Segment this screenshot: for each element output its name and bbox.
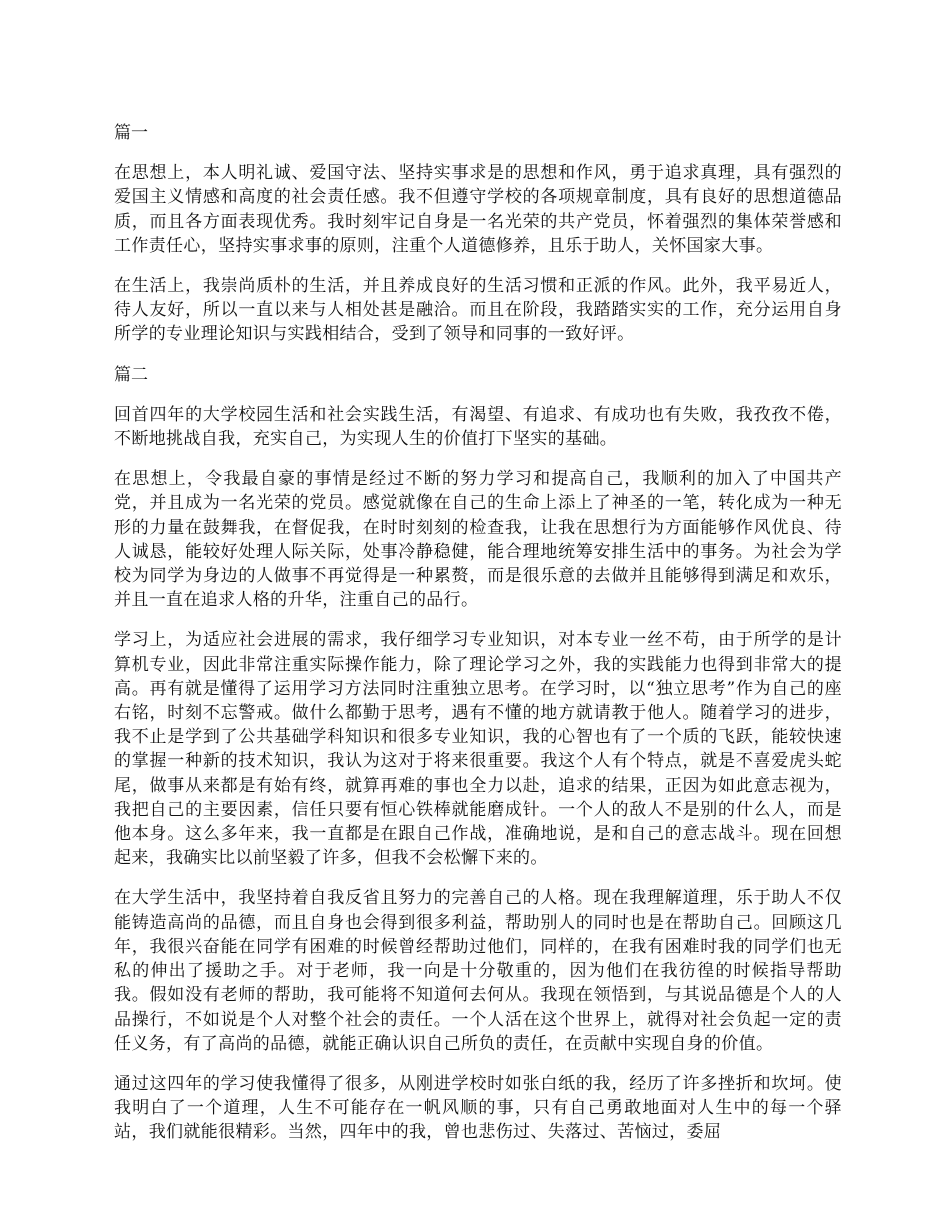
section-heading-2: 篇二 bbox=[114, 364, 148, 385]
paragraph: 在生活上，我崇尚质朴的生活，并且养成良好的生活习惯和正派的作风。此外，我平易近人，待人友好，所以一直以来与人相处甚是融洽。而且在阶段，我踏踏实实的工作，充分运用自身所学的专业理论知识与实践相结合，受到了领导和同事的一致好评。 bbox=[114, 276, 842, 345]
paragraph: 学习上，为适应社会进展的需求，我仔细学习专业知识，对本专业一丝不苟，由于所学的是计算机专业，因此非常注重实际操作能力，除了理论学习之外，我的实践能力也得到非常大的提高。再有就是懂得了运用学习方法同时注重独立思考。在学习时，以“独立思考”作为自己的座右铭，时刻不忘警戒。做什么都勤于思考，遇有不懂的地方就请教于他人。随着学习的进步，我不止是学到了公共基础学科知识和很多专业知识，我的心智也有了一个质的飞跃，能较快速的掌握一种新的技术知识，我认为这对于将来很重要。我这个人有个特点，就是不喜爱虎头蛇尾，做事从来都是有始有终，就算再难的事也全力以赴，追求的结果，正因为如此意志视为，我把自己的主要因素，信任只要有恒心铁棒就能磨成针。一个人的敌人不是别的什么人，而是他本身。这么多年来，我一直都是在跟自己作战，准确地说，是和自己的意志战斗。现在回想起来，我确实比以前坚毅了许多，但我不会松懈下来的。 bbox=[114, 630, 842, 869]
paragraph: 在大学生活中，我坚持着自我反省且努力的完善自己的人格。现在我理解道理，乐于助人不仅能铸造高尚的品德，而且自身也会得到很多利益，帮助别人的同时也是在帮助自己。回顾这几年，我很兴奋能在同学有困难的时候曾经帮助过他们，同样的，在我有困难时我的同学们也无私的伸出了援助之手。对于老师，我一向是十分敬重的，因为他们在我彷徨的时候指导帮助我。假如没有老师的帮助，我可能将不知道何去何从。我现在领悟到，与其说品德是个人的人品操行，不如说是个人对整个社会的责任。一个人活在这个世界上，就得对社会负起一定的责任义务，有了高尚的品德，就能正确认识自己所负的责任，在贡献中实现自身的价值。 bbox=[114, 888, 842, 1054]
paragraph: 回首四年的大学校园生活和社会实践生活，有渴望、有追求、有成功也有失败，我孜孜不倦，不断地挑战自我，充实自己，为实现人生的价值打下坚实的基础。 bbox=[114, 404, 842, 450]
paragraph: 在思想上，本人明礼诚、爱国守法、坚持实事求是的思想和作风，勇于追求真理，具有强烈的爱国主义情感和高度的社会责任感。我不但遵守学校的各项规章制度，具有良好的思想道德品质，而且各方面表现优秀。我时刻牢记自身是一名光荣的共产党员，怀着强烈的集体荣誉感和工作责任心，坚持实事求事的原则，注重个人道德修养，且乐于助人，关怀国家大事。 bbox=[114, 163, 842, 256]
document-body bbox=[114, 121, 842, 1161]
section-heading-1: 篇一 bbox=[114, 123, 148, 143]
paragraph: 通过这四年的学习使我懂得了很多，从刚进学校时如张白纸的我，经历了许多挫折和坎坷。使我明白了一个道理，人生不可能存在一帆风顺的事，只有自己勇敢地面对人生中的每一个驿站，我们就能很精彩。当然，四年中的我，曾也悲伤过、失落过、苦恼过，委屈 bbox=[114, 1073, 842, 1143]
paragraph: 在思想上，令我最自豪的事情是经过不断的努力学习和提高自己，我顺利的加入了中国共产党，并且成为一名光荣的党员。感觉就像在自己的生命上添上了神圣的一笔，转化成为一种无形的力量在鼓舞我，在督促我，在时时刻刻的检查我，让我在思想行为方面能够作风优良、待人诚恳，能较好处理人际关际，处事冷静稳健，能合理地统筹安排生活中的事务。为社会为学校为同学为身边的人做事不再觉得是一种累赘，而是很乐意的去做并且能够得到满足和欢乐，并且一直在追求人格的升华，注重自己的品行。 bbox=[114, 469, 842, 611]
